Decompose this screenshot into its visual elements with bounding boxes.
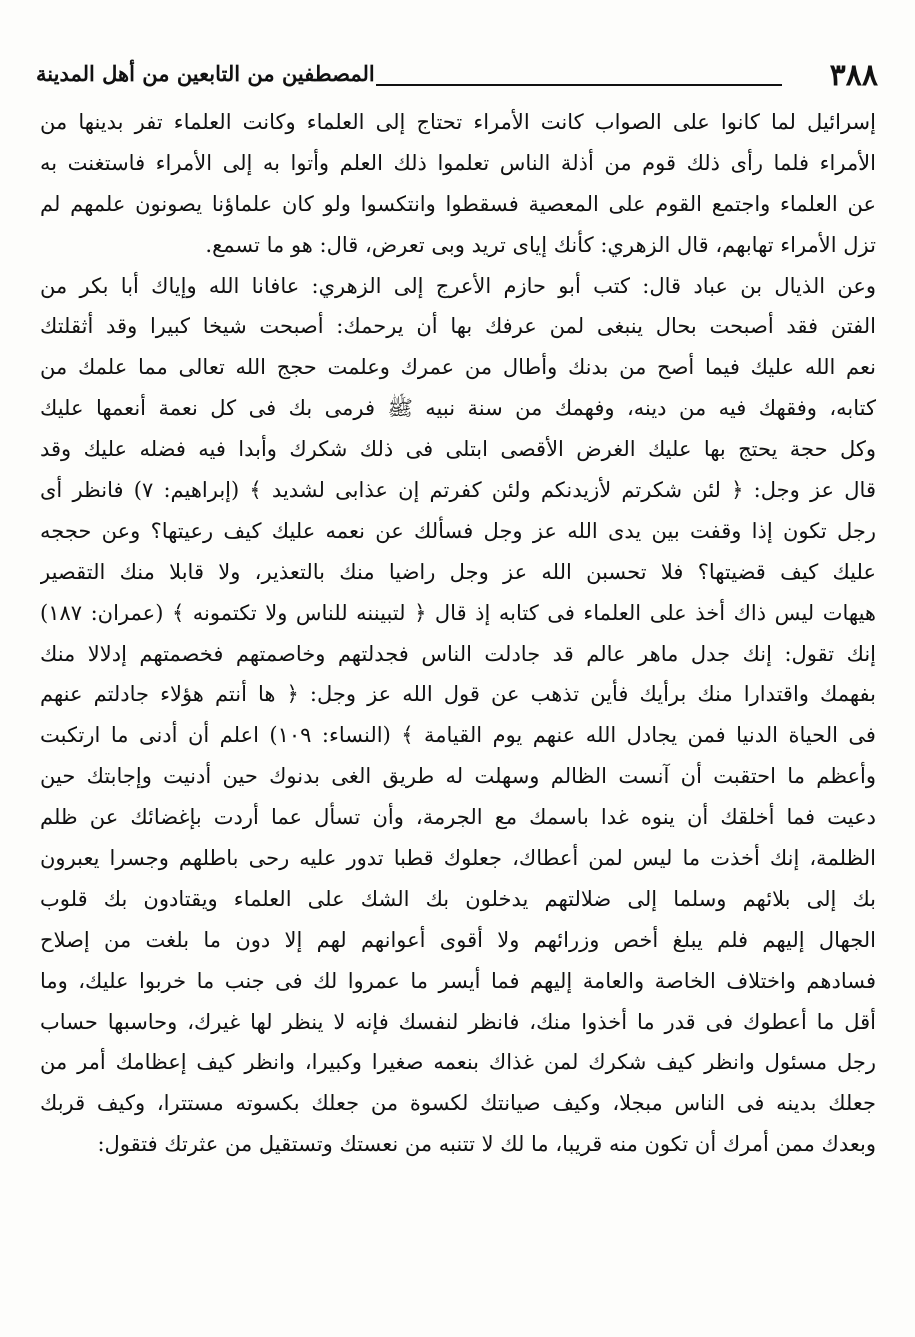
text-line: الجهال إليهم فلم يبلغ أخص وزرائهم ولا أقوى أعوانهم لهم إلا دون ما بلغت من إصلاح: [40, 927, 876, 952]
text-line: إنك تقول: إنك جدل ماهر عالم قد جادلت الناس فجدلتهم وخاصمتهم فخصمتهم إدلالا منك: [40, 641, 876, 666]
text-line: أقل ما أعطوك فى قدر ما أخذوا منك، فانظر لنفسك فإنه لا ينظر لها غيرك، وحاسبها حساب: [40, 1009, 876, 1034]
text-line: عليك كيف قضيتها؟ فلا تحسبن الله عز وجل راضيا منك بالتعذير، ولا قابلا منك التقصير: [40, 559, 876, 584]
text-line: الفتن فقد أصبحت بحال ينبغى لمن عرفك بها أن يرحمك: أصبحت شيخا كبيرا وقد أثقلتك: [40, 314, 876, 339]
text-line: عن العلماء واجتمع القوم على المعصية فسقطوا وانتكسوا ولو كان علماؤنا يصونون علمهم لم: [40, 191, 876, 216]
text-line: وأعظم ما احتقبت أن آنست الظالم وسهلت له طريق الغى بدنوك حين أدنيت وإجابتك حين: [40, 764, 876, 789]
text-line: جعلك بدينه فى الناس مبجلا، وكيف صيانتك لكسوة من جعلك بكسوته مستترا، وكيف قربك: [40, 1091, 876, 1116]
running-title: المصطفين من التابعين من أهل المدينة: [36, 61, 375, 86]
text-line: الأمراء فلما رأى ذلك قوم من أذلة الناس تعلموا ذلك العلم وأتوا به إلى الأمراء فاستغنت به: [40, 150, 876, 175]
page-header: [36, 52, 878, 98]
text-line: تزل الأمراء تهابهم، قال الزهري: كأنك إياى تريد وبى تعرض، قال: هو ما تسمع.: [205, 232, 876, 257]
text-line-with-verse: فى الحياة الدنيا فمن يجادل الله عنهم يوم القيامة ﴾ (النساء: ١٠٩) اعلم أن أدنى ما ارتكبت: [40, 723, 876, 748]
text-line: الظلمة، إنك أخذت ما ليس لمن أعطاك، جعلوك قطبا تدور عليه رحى باطلهم وجسرا يعبرون: [40, 846, 876, 871]
text-line: إسرائيل لما كانوا على الصواب كانت الأمراء تحتاج إلى العلماء وكانت العلماء تفر بدينها من: [40, 110, 876, 134]
text-line: رجل مسئول وانظر كيف شكرك لمن غذاك بنعمه صغيرا وكبيرا، وانظر كيف إعظامك أمر من: [40, 1050, 876, 1075]
text-line: كتابه، وفقهك فيه من دينه، وفهمك من سنة نبيه ﷺ فرمى بك فى كل نعمة أنعمها عليك: [40, 396, 876, 421]
text-line-with-verse: بفهمك واقتدارا منك برأيك فأين تذهب عن قول الله عز وجل: ﴿ ها أنتم هؤلاء جادلتم عنهم: [40, 682, 876, 707]
header-rule: [376, 84, 782, 86]
text-line: رجل تكون إذا وقفت بين يدى الله عز وجل فسألك عن نعمه عليك كيف رعيتها؟ وعن حججه: [40, 518, 876, 543]
body-text: [40, 102, 876, 1165]
text-line-with-verse: قال عز وجل: ﴿ لئن شكرتم لأزيدنكم ولئن كفرتم إن عذابى لشديد ﴾ (إبراهيم: ٧) فانظر أى: [40, 478, 876, 503]
text-line: بك إلى بلائهم وسلما إلى ضلالتهم يدخلون بك الشك على العلماء ويقتادون بك قلوب: [40, 886, 876, 911]
text-line: دعيت فما أخلقك أن ينوه غدا باسمك مع الجرمة، وأن تسأل عما أردت بإغضائك عن ظلم: [40, 805, 876, 830]
text-line: وعن الذيال بن عباد قال: كتب أبو حازم الأعرج إلى الزهري: عافانا الله وإياك أبا بكر من: [40, 273, 876, 298]
text-line: فسادهم واختلاف الخاصة والعامة إليهم فما أيسر ما عمروا لك فى جنب ما خربوا عليك، وما: [40, 968, 876, 993]
text-line: وكل حجة يحتج بها عليك الغرض الأقصى ابتلى فى ذلك شكرك وأبدا فيه فضله عليك وقد: [40, 437, 876, 462]
text-line: نعم الله عليك فيما أصح من بدنك وأطال من عمرك وعلمت حجج الله تعالى مما علمك من: [40, 355, 876, 380]
text-line: وبعدك ممن أمرك أن تكون منه قريبا، ما لك لا تتنبه من نعستك وتستقيل من عثرتك فتقول:: [97, 1132, 876, 1157]
page-number: ٣٨٨: [829, 58, 878, 93]
text-line-with-verse: هيهات ليس ذاك أخذ على العلماء فى كتابه إذ قال ﴿ لتبيننه للناس ولا تكتمونه ﴾ (عمران: ١٨٧): [40, 600, 876, 625]
